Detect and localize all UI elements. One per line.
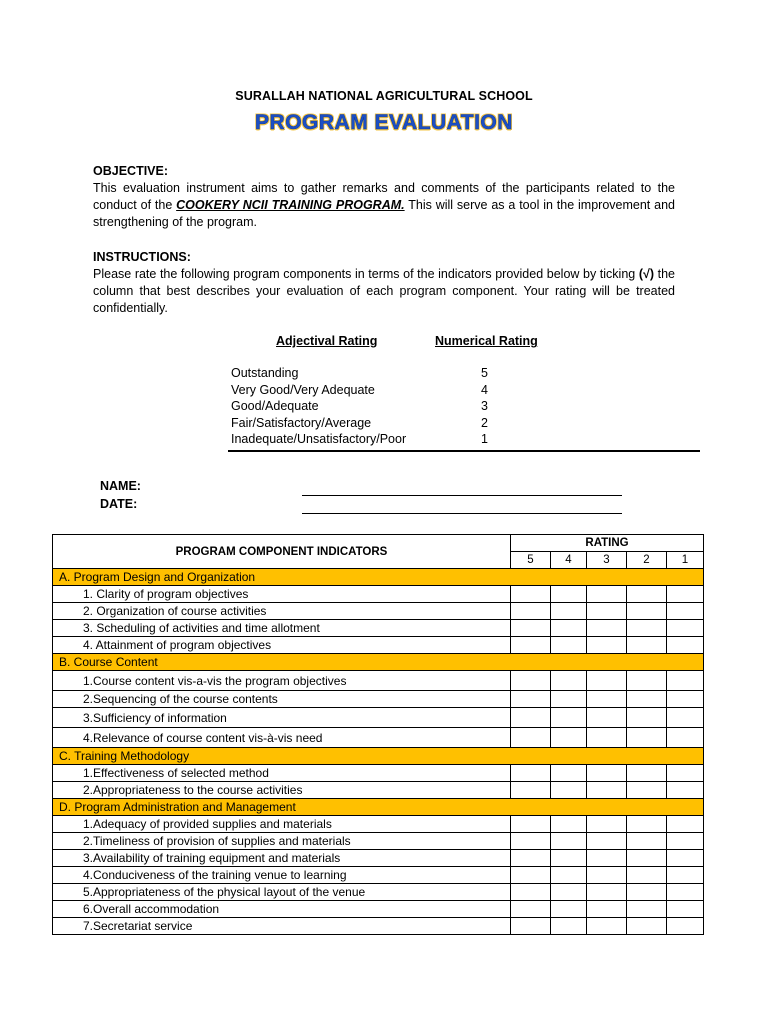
date-field[interactable] [302, 513, 622, 514]
rating-cell[interactable] [551, 833, 587, 850]
rating-cell[interactable] [627, 782, 667, 799]
rating-cell[interactable] [511, 728, 551, 748]
table-row [53, 691, 704, 708]
rating-cell[interactable] [551, 691, 587, 708]
rating-cell[interactable] [511, 816, 551, 833]
indicator-label: 4. Attainment of program objectives [53, 637, 511, 654]
objective-text [93, 180, 675, 231]
category-row [53, 654, 704, 671]
scale-row [231, 366, 531, 383]
rating-cell[interactable] [627, 918, 667, 935]
rating-cell[interactable] [551, 901, 587, 918]
rating-cell[interactable] [627, 691, 667, 708]
rating-cell[interactable] [587, 603, 627, 620]
indicator-label: 1.Effectiveness of selected method [53, 765, 511, 782]
rating-column-header: 2 [627, 552, 667, 569]
table-row [53, 603, 704, 620]
indicator-label: 2.Appropriateness to the course activities [53, 782, 511, 799]
indicator-label: 6.Overall accommodation [53, 901, 511, 918]
instructions-heading: INSTRUCTIONS: [93, 250, 191, 264]
objective-section [93, 163, 675, 231]
indicator-label: 7.Secretariat service [53, 918, 511, 935]
rating-cell[interactable] [587, 782, 627, 799]
rating-cell[interactable] [627, 850, 667, 867]
indicator-label: 4.Conduciveness of the training venue to learning [53, 867, 511, 884]
table-row [53, 620, 704, 637]
document-title: PROGRAM EVALUATION [255, 111, 513, 134]
name-field[interactable] [302, 495, 622, 496]
rating-cell[interactable] [667, 691, 704, 708]
scale-divider [228, 450, 700, 452]
rating-cell[interactable] [511, 708, 551, 728]
rating-cell[interactable] [511, 833, 551, 850]
category-label: A. Program Design and Organization [53, 569, 704, 586]
indicator-label: 3.Availability of training equipment and materials [53, 850, 511, 867]
rating-cell[interactable] [627, 708, 667, 728]
rating-cell[interactable] [587, 728, 627, 748]
rating-cell[interactable] [627, 884, 667, 901]
rating-cell[interactable] [511, 918, 551, 935]
scale-value: 5 [481, 366, 488, 380]
rating-cell[interactable] [667, 671, 704, 691]
category-label: B. Course Content [53, 654, 704, 671]
instructions-text-before: Please rate the following program components in terms of the indicators provided below by ticking [93, 267, 639, 281]
table-row [53, 728, 704, 748]
rating-cell[interactable] [587, 901, 627, 918]
table-row [53, 765, 704, 782]
rating-cell[interactable] [551, 782, 587, 799]
rating-cell[interactable] [627, 816, 667, 833]
scale-value: 2 [481, 416, 488, 430]
rating-cell[interactable] [627, 867, 667, 884]
rating-cell[interactable] [551, 671, 587, 691]
rating-cell[interactable] [667, 620, 704, 637]
rating-cell[interactable] [667, 603, 704, 620]
evaluation-table [52, 534, 704, 935]
rating-cell[interactable] [587, 691, 627, 708]
table-row [53, 708, 704, 728]
table-row [53, 671, 704, 691]
rating-cell[interactable] [587, 850, 627, 867]
rating-cell[interactable] [667, 901, 704, 918]
rating-cell[interactable] [667, 833, 704, 850]
rating-column-header: 3 [587, 552, 627, 569]
rating-header: RATING [511, 535, 704, 552]
scale-value: 3 [481, 399, 488, 413]
rating-cell[interactable] [551, 918, 587, 935]
category-row [53, 569, 704, 586]
scale-value: 1 [481, 432, 488, 446]
rating-cell[interactable] [627, 603, 667, 620]
indicator-label: 1.Course content vis-a-vis the program objectives [53, 671, 511, 691]
table-row [53, 833, 704, 850]
rating-cell[interactable] [551, 586, 587, 603]
rating-cell[interactable] [587, 620, 627, 637]
rating-cell[interactable] [627, 620, 667, 637]
rating-column-header: 1 [667, 552, 704, 569]
name-label: NAME: [100, 479, 141, 493]
rating-cell[interactable] [667, 728, 704, 748]
rating-cell[interactable] [587, 765, 627, 782]
program-name: COOKERY NCII TRAINING PROGRAM. [176, 198, 405, 212]
rating-cell[interactable] [511, 671, 551, 691]
category-label: D. Program Administration and Management [53, 799, 704, 816]
scale-label: Outstanding [231, 366, 299, 380]
rating-cell[interactable] [667, 782, 704, 799]
objective-heading: OBJECTIVE: [93, 164, 169, 178]
rating-cell[interactable] [551, 637, 587, 654]
rating-cell[interactable] [511, 637, 551, 654]
rating-column-header: 4 [551, 552, 587, 569]
rating-cell[interactable] [667, 637, 704, 654]
scale-label: Fair/Satisfactory/Average [231, 416, 372, 430]
table-row [53, 884, 704, 901]
category-row [53, 748, 704, 765]
date-label: DATE: [100, 497, 138, 511]
indicator-label: 5.Appropriateness of the physical layout of the venue [53, 884, 511, 901]
rating-cell[interactable] [551, 884, 587, 901]
rating-cell[interactable] [551, 816, 587, 833]
indicator-label: 1. Clarity of program objectives [53, 586, 511, 603]
rating-cell[interactable] [667, 867, 704, 884]
rating-cell[interactable] [511, 850, 551, 867]
indicator-label: 1.Adequacy of provided supplies and materials [53, 816, 511, 833]
rating-cell[interactable] [587, 833, 627, 850]
rating-cell[interactable] [587, 586, 627, 603]
rating-cell[interactable] [667, 708, 704, 728]
school-name: SURALLAH NATIONAL AGRICULTURAL SCHOOL [235, 89, 533, 103]
rating-cell[interactable] [667, 816, 704, 833]
rating-cell[interactable] [667, 918, 704, 935]
rating-cell[interactable] [667, 850, 704, 867]
rating-cell[interactable] [587, 867, 627, 884]
table-row [53, 867, 704, 884]
numerical-rating-header: Numerical Rating [435, 334, 538, 348]
instructions-text-after: the column that best describes your evaluation of each program component. Your rating will be treated confidentially. [93, 267, 676, 315]
indicator-header: PROGRAM COMPONENT INDICATORS [53, 535, 511, 569]
table-row [53, 918, 704, 935]
table-row [53, 586, 704, 603]
indicator-label: 2.Timeliness of provision of supplies and materials [53, 833, 511, 850]
scale-label: Very Good/Very Adequate [231, 383, 375, 397]
rating-cell[interactable] [627, 901, 667, 918]
indicator-label: 3.Sufficiency of information [53, 708, 511, 728]
rating-cell[interactable] [587, 816, 627, 833]
rating-cell[interactable] [551, 728, 587, 748]
rating-cell[interactable] [587, 671, 627, 691]
rating-cell[interactable] [511, 586, 551, 603]
rating-cell[interactable] [627, 586, 667, 603]
rating-cell[interactable] [587, 637, 627, 654]
scale-row [231, 416, 531, 433]
rating-cell[interactable] [627, 671, 667, 691]
table-row [53, 637, 704, 654]
rating-cell[interactable] [587, 708, 627, 728]
rating-cell[interactable] [627, 833, 667, 850]
rating-cell[interactable] [667, 765, 704, 782]
rating-cell[interactable] [627, 637, 667, 654]
objective-text-after: This will serve as a tool in the improvement and strengthening of the program. [93, 198, 675, 229]
adjectival-rating-header: Adjectival Rating [276, 334, 378, 348]
rating-cell[interactable] [511, 691, 551, 708]
rating-cell[interactable] [551, 708, 587, 728]
scale-row [231, 399, 531, 416]
objective-text-before: This evaluation instrument aims to gather remarks and comments of the participants related to the conduct of the [93, 181, 675, 212]
scale-row [231, 383, 531, 400]
table-row [53, 901, 704, 918]
indicator-label: 4.Relevance of course content vis-à-vis need [53, 728, 511, 748]
rating-cell[interactable] [511, 765, 551, 782]
rating-cell[interactable] [627, 728, 667, 748]
instructions-text [93, 266, 675, 317]
rating-cell[interactable] [627, 765, 667, 782]
rating-cell[interactable] [511, 620, 551, 637]
rating-cell[interactable] [667, 586, 704, 603]
indicator-label: 2. Organization of course activities [53, 603, 511, 620]
rating-cell[interactable] [511, 603, 551, 620]
rating-cell[interactable] [511, 867, 551, 884]
indicator-label: 3. Scheduling of activities and time allotment [53, 620, 511, 637]
table-row [53, 782, 704, 799]
rating-cell[interactable] [511, 884, 551, 901]
rating-cell[interactable] [511, 901, 551, 918]
category-row [53, 799, 704, 816]
tick-symbol: (√) [638, 267, 655, 281]
scale-value: 4 [481, 383, 488, 397]
rating-cell[interactable] [667, 884, 704, 901]
scale-label: Good/Adequate [231, 399, 319, 413]
instructions-section [93, 249, 675, 317]
rating-cell[interactable] [587, 918, 627, 935]
rating-cell[interactable] [551, 603, 587, 620]
indicator-label: 2.Sequencing of the course contents [53, 691, 511, 708]
rating-cell[interactable] [551, 867, 587, 884]
rating-cell[interactable] [551, 850, 587, 867]
rating-cell[interactable] [587, 884, 627, 901]
rating-cell[interactable] [511, 782, 551, 799]
scale-label: Inadequate/Unsatisfactory/Poor [231, 432, 407, 446]
table-row [53, 816, 704, 833]
rating-cell[interactable] [551, 765, 587, 782]
category-label: C. Training Methodology [53, 748, 704, 765]
scale-row [231, 432, 531, 449]
rating-cell[interactable] [551, 620, 587, 637]
rating-column-header: 5 [511, 552, 551, 569]
table-row [53, 850, 704, 867]
